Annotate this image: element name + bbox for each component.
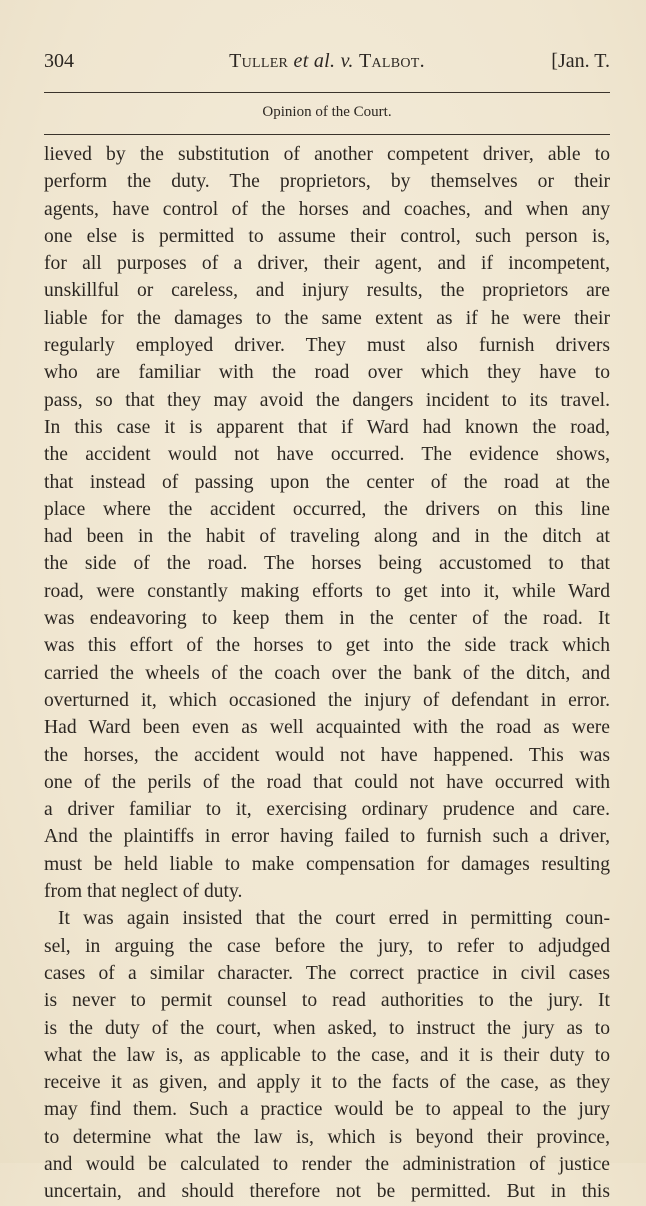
text-line: pass, so that they may avoid the dangers incident to its travel. [44,389,610,411]
text-line: must be held liable to make compensation for damages resulting [44,853,610,875]
plaintiff-name: Tuller [229,50,289,72]
text-line: regularly employed driver. They must also furnish drivers [44,335,610,357]
text-line: one of the perils of the road that could not have occurred with [44,771,610,793]
text-line: And the plaintiffs in error having failed to furnish such a driver, [44,826,610,848]
text-line: what the law is, as applicable to the case, and it is their duty to [44,1044,610,1066]
text-line: agents, have control of the horses and coaches, and when any [44,198,610,220]
section-rule [44,134,610,135]
page-number: 304 [44,50,74,72]
text-line: a driver familiar to it, exercising ordinary prudence and care. [44,799,610,821]
text-line: unskillful or careless, and injury results, the proprietors are [44,280,610,302]
text-line: lieved by the substitution of another competent driver, able to [44,144,610,165]
text-line: the accident would not have occurred. The evidence shows, [44,444,610,466]
text-line: liable for the damages to the same extent as if he were their [44,307,610,329]
text-line: had been in the habit of traveling along and in the ditch at [44,526,610,548]
text-line: from that neglect of duty. [44,881,243,903]
text-line: receive it as given, and apply it to the facts of the case, as they [44,1072,610,1094]
text-line: perform the duty. The proprietors, by themselves or their [44,171,610,193]
text-line: uncertain, and should therefore not be permitted. But in this [44,1181,610,1203]
term-label: [Jan. T. [551,50,610,72]
text-line: road, were constantly making efforts to get into it, while Ward [44,580,610,602]
case-title [44,50,610,73]
text-line: is never to permit counsel to read authorities to the jury. It [44,990,610,1012]
text-line: the horses, the accident would not have happened. This was [44,744,610,766]
text-line: It was again insisted that the court erred in permitting coun- [58,908,610,930]
text-line: that instead of passing upon the center of the road at the [44,471,610,493]
text-line: and would be calculated to render the administration of justice [44,1153,610,1175]
text-line: overturned it, which occasioned the injury of defendant in error. [44,689,610,711]
et-al: et al. [293,50,336,72]
text-line: who are familiar with the road over which they have to [44,362,610,384]
text-line: carried the wheels of the coach over the bank of the ditch, and [44,662,610,684]
text-line: may find them. Such a practice would be to appeal to the jury [44,1099,610,1121]
section-heading: Opinion of the Court. [262,104,392,120]
text-line: was endeavoring to keep them in the center of the road. It [44,608,610,630]
text-line: sel, in arguing the case before the jury, to refer to adjudged [44,935,610,957]
text-line: for all purposes of a driver, their agent, and if incompetent, [44,253,610,275]
text-line: is the duty of the court, when asked, to instruct the jury as to [44,1017,610,1039]
header-rule [44,92,610,93]
text-line: was this effort of the horses to get into the side track which [44,635,610,657]
defendant-name: Talbot. [358,50,425,72]
text-line: In this case it is apparent that if Ward had known the road, [44,416,610,438]
text-line: Had Ward been even as well acquainted with the road as were [44,717,610,739]
text-line: place where the accident occurred, the drivers on this line [44,498,610,520]
text-line: cases of a similar character. The correct practice in civil cases [44,962,610,984]
text-line: to determine what the law is, which is beyond their province, [44,1126,610,1148]
text-line: one else is permitted to assume their control, such person is, [44,225,610,247]
text-line: the side of the road. The horses being accustomed to that [44,553,610,575]
versus: v. [340,50,354,72]
body-text [44,141,610,1206]
running-head [44,50,610,80]
